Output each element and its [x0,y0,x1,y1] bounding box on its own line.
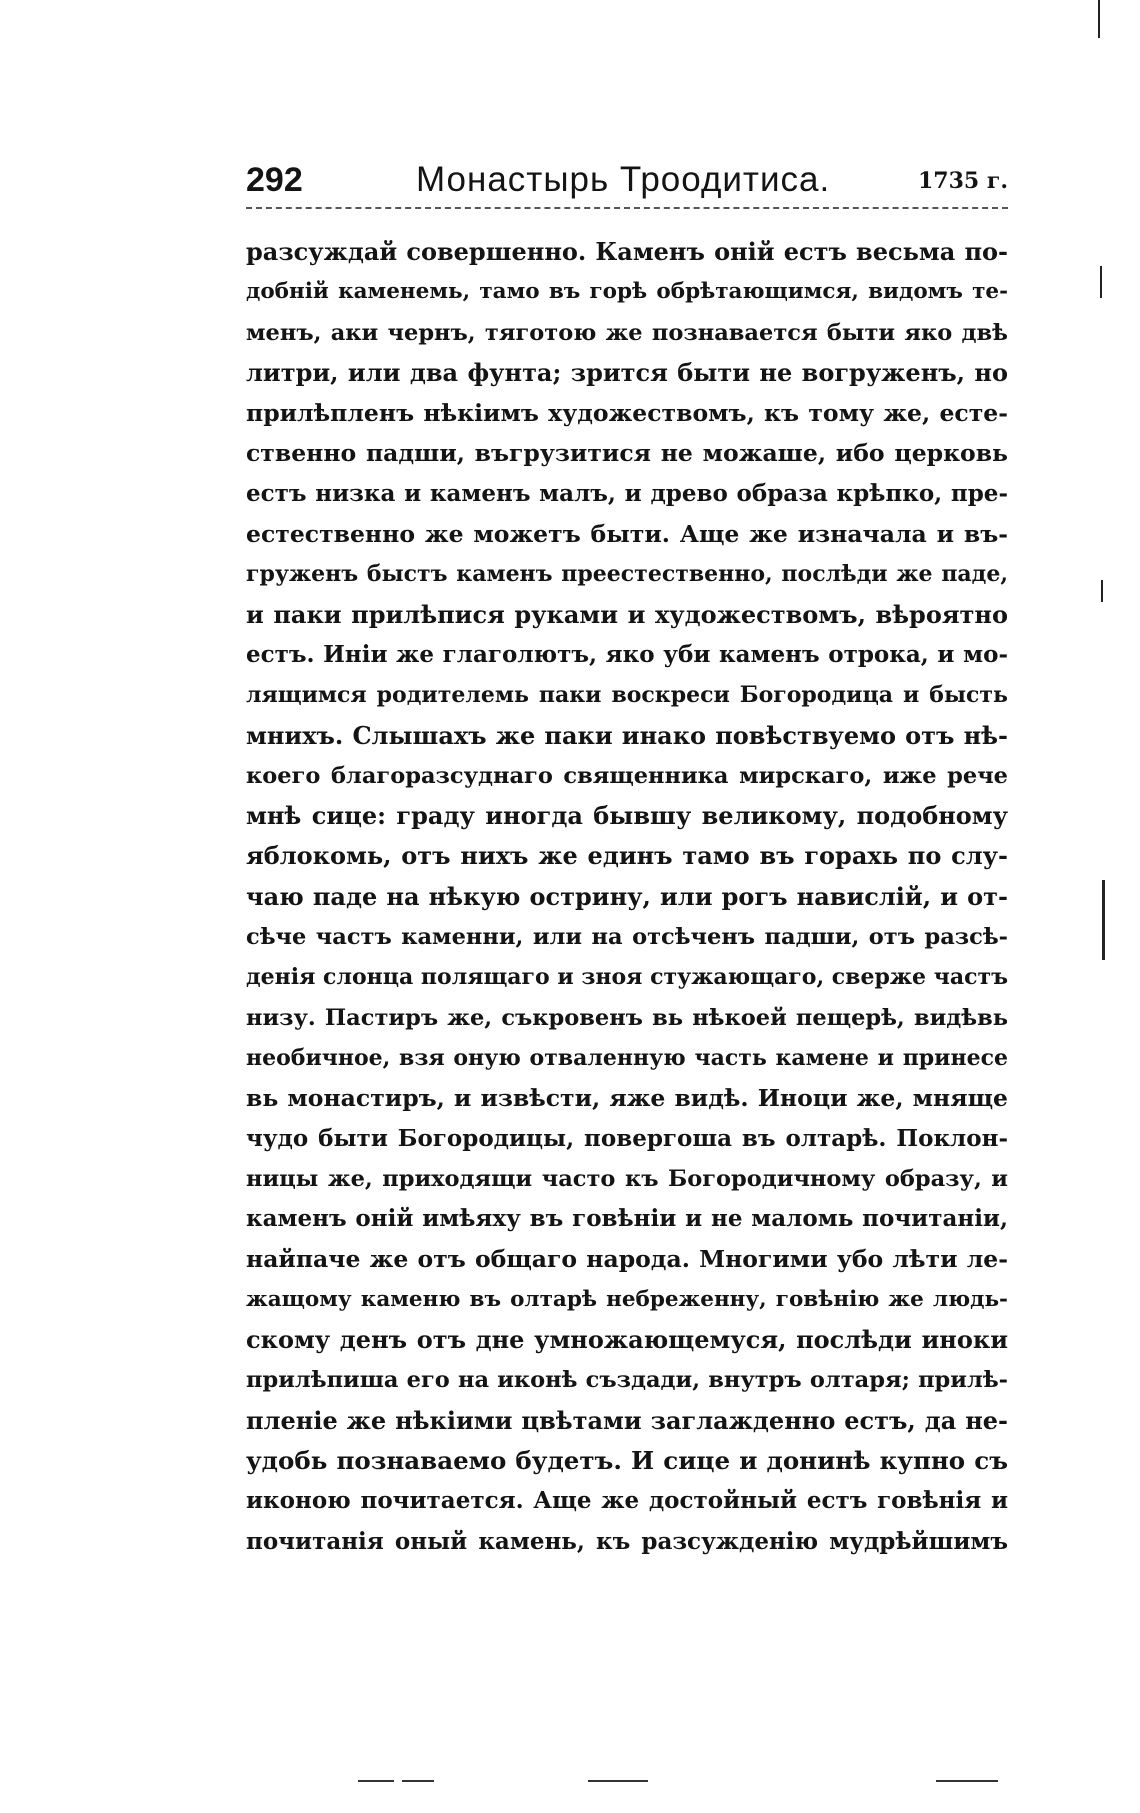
text-line: добній каменемь, тамо въ горѣ обрѣтающимся, видомъ те- [246,279,1008,305]
text-line: низу. Пастиръ же, съкровенъ вь нѣкоей пещерѣ, видѣвь [246,1004,1008,1031]
text-line: скому денъ отъ дне умножающемуся, послѣди иноки [246,1325,1008,1355]
scan-edge-mark [1098,0,1100,38]
running-title: Монастырь Троодитиса. [416,160,831,199]
text-line: вь монастиръ, и извѣсти, яже видѣ. Иноци же, мняще [246,1084,1008,1113]
text-line: и паки прилѣпися руками и художествомъ, вѣроятно [246,599,1008,629]
text-line: ницы же, приходящи часто къ Богородичному образу, и [246,1165,1008,1192]
scan-edge-mark [1100,266,1102,298]
text-line: разсуждай совершенно. Каменъ оній естъ весьма по- [246,237,1008,266]
text-line: сѣче частъ каменни, или на отсѣченъ падши, отъ разсѣ- [246,924,1008,951]
text-line: удобь познаваемо будетъ. И сице и донинѣ купно съ [246,1445,1008,1475]
page-number: 292 [246,161,303,199]
text-line: чаю паде на нѣкую острину, или рогъ навислій, и от- [246,881,1008,911]
scan-edge-mark [1102,880,1105,960]
text-line: лящимся родителемь паки воскреси Богородица и бысть [246,682,1008,709]
text-line: яблокомь, отъ нихъ же единъ тамо въ горахь по слу- [246,841,1008,871]
text-line: почитанія оный камень, къ разсужденію мудрѣйшимъ [246,1527,1008,1555]
text-line: мнихъ. Слышахъ же паки инако повѣствуемо отъ нѣ- [246,720,1008,750]
text-line: менъ, аки чернъ, тяготою же познавается быти яко двѣ [246,319,1008,346]
text-line: найпаче же отъ общаго народа. Многими убо лѣти ле- [246,1245,1008,1274]
page-header [246,160,1008,206]
text-line: естъ. Иніи же глаголютъ, яко уби каменъ отрока, и мо- [246,640,1008,668]
text-line: прилѣпиша его на иконѣ създади, внутръ олтаря; прилѣ- [246,1367,1008,1394]
bottom-scan-rule [936,1780,998,1782]
text-line: прилѣпленъ нѣкіимъ художествомъ, къ тому же, есте- [246,399,1008,428]
text-line: естественно же можетъ быти. Аще же изначала и въ- [246,520,1008,549]
bottom-scan-rule [402,1780,434,1782]
body-text [246,232,1008,1562]
text-line: каменъ оній имѣяху въ говѣніи и не маломь почитаніи, [246,1205,1008,1233]
text-line: иконою почитается. Аще же достойный естъ говѣнія и [246,1487,1008,1515]
text-line: денія слонца полящаго и зноя стужающаго, сверже частъ [246,964,1008,991]
text-line: необичное, взя оную отваленную часть камене и принесе [246,1044,1008,1071]
text-line: ственно падши, въгрузитися не можаше, ибо церковь [246,439,1008,468]
text-line: жащому каменю въ олтарѣ небреженну, говѣнію же людь- [246,1286,1008,1312]
text-line: коего благоразсуднаго священника мирскаго, иже рече [246,762,1008,789]
text-line: груженъ быстъ каменъ преестественно, послѣди же паде, [246,561,1008,588]
text-line: чудо быти Богородицы, повергоша въ олтарѣ. Поклон- [246,1124,1008,1152]
bottom-scan-rule [358,1780,394,1782]
header-rule [246,207,1008,209]
text-line: мнѣ сице: граду иногда бывшу великому, подобному [246,801,1008,831]
text-line: естъ низка и каменъ малъ, и древо образа крѣпко, пре- [246,479,1008,507]
text-line: пленіе же нѣкіими цвѣтами заглажденно естъ, да не- [246,1405,1008,1435]
text-line: литри, или два фунта; зрится быти не вогруженъ, но [246,357,1008,387]
scan-edge-mark [1101,580,1103,602]
year-label: 1735 г. [917,168,1008,194]
bottom-scan-rule [588,1780,648,1782]
